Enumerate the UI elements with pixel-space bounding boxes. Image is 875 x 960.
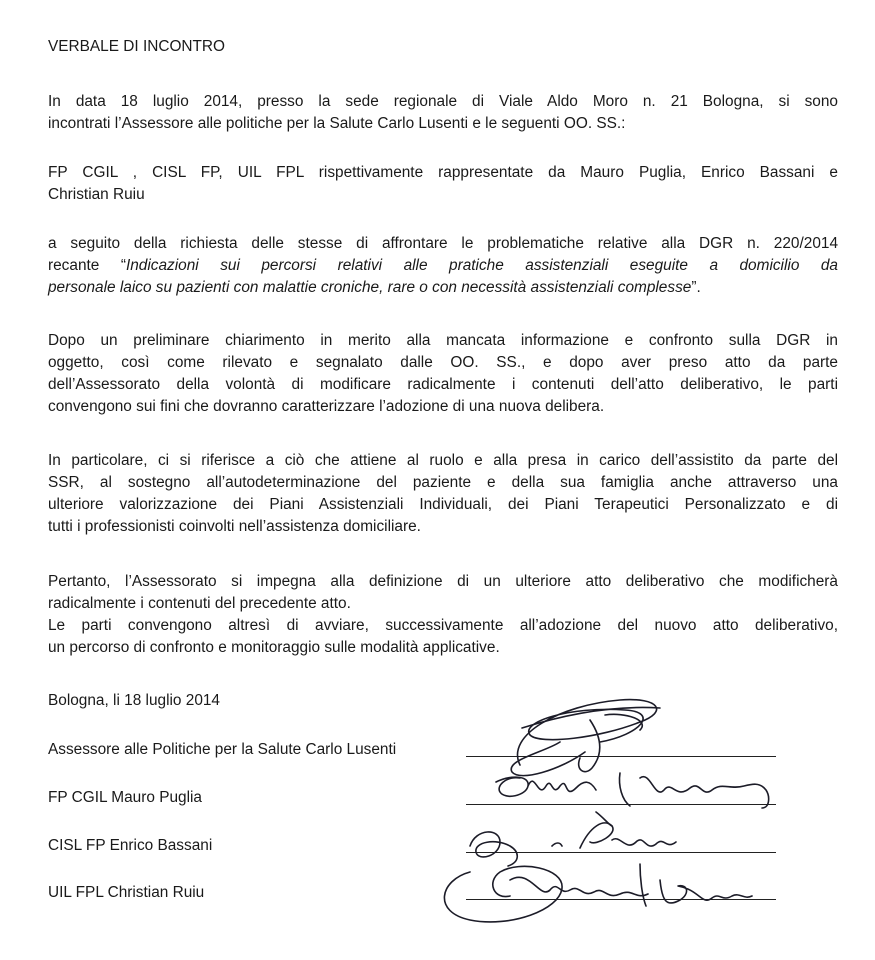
text-line: In data 18 luglio 2014, presso la sede regionale di Viale Aldo Moro n. 21 Bologna, si sono (48, 93, 838, 110)
paragraph-commitment (48, 571, 838, 659)
signature-ruiu (444, 864, 752, 922)
text-line: radicalmente i contenuti del precedente atto. (48, 595, 351, 612)
text-fragment: ”. (691, 279, 701, 296)
text-line: Le parti convengono altresì di avviare, successivamente all’adozione del nuovo atto deliberativo, (48, 617, 838, 634)
italic-quote: personale laico su pazienti con malattie croniche, rare o con necessità assistenziali complesse (48, 279, 692, 296)
signature-line (466, 756, 776, 757)
text-line: dell’Assessorato della volontà di modificare radicalmente i contenuti dell’atto deliberativo, le parti (48, 376, 838, 393)
text-line: convengono sui fini che dovranno caratterizzare l’adozione di una nuova delibera. (48, 398, 605, 415)
place-date: Bologna, li 18 luglio 2014 (48, 692, 220, 709)
text-line: FP CGIL , CISL FP, UIL FPL rispettivamente rappresentate da Mauro Puglia, Enrico Bassani e (48, 164, 838, 181)
signatory-cisl-fp: CISL FP Enrico Bassani (48, 837, 213, 854)
paragraph-unions (48, 162, 838, 206)
text-line: un percorso di confronto e monitoraggio sulle modalità applicative. (48, 639, 500, 656)
paragraph-meeting (48, 91, 838, 135)
signature-lusenti (511, 700, 660, 776)
text-line: Christian Ruiu (48, 186, 145, 203)
paragraph-particulars (48, 450, 838, 538)
text-line: Dopo un preliminare chiarimento in merito alla mancata informazione e confronto sulla DGR in (48, 332, 838, 349)
signature-puglia (496, 773, 769, 808)
signatory-assessore: Assessore alle Politiche per la Salute Carlo Lusenti (48, 741, 397, 758)
text-line (48, 255, 838, 277)
signature-line (466, 852, 776, 853)
document-title (48, 36, 838, 58)
signature-line (466, 899, 776, 900)
text-line: incontrati l’Assessore alle politiche per la Salute Carlo Lusenti e le seguenti OO. SS.: (48, 115, 626, 132)
text-line: SSR, al sostegno all’autodeterminazione del paziente e della sua famiglia anche attraverso una (48, 474, 838, 491)
text-line: a seguito della richiesta delle stesse di affrontare le problematiche relative alla DGR n. 220/2014 (48, 235, 838, 252)
signature-bassani (470, 812, 676, 866)
signatory-uil-fpl: UIL FPL Christian Ruiu (48, 884, 205, 901)
text-line: tutti i professionisti coinvolti nell’assistenza domiciliare. (48, 518, 421, 535)
signatory-fp-cgil: FP CGIL Mauro Puglia (48, 789, 202, 806)
text-fragment: recante “ (48, 257, 126, 274)
text-line: Pertanto, l’Assessorato si impegna alla definizione di un ulteriore atto deliberativo che modificherà (48, 573, 838, 590)
text-line: oggetto, così come rilevato e segnalato dalle OO. SS., e dopo aver preso atto da parte (48, 354, 838, 371)
title-text: VERBALE DI INCONTRO (48, 38, 226, 55)
italic-quote: Indicazioni sui percorsi relativi alle pratiche assistenziali eseguite a domicilio da (125, 257, 838, 274)
text-line: ulteriore valorizzazione dei Piani Assistenziali Individuali, dei Piani Terapeutici Personalizzato e di (48, 496, 838, 513)
signature-line (466, 804, 776, 805)
text-line: In particolare, ci si riferisce a ciò che attiene al ruolo e alla presa in carico dell’assistito da parte del (48, 452, 838, 469)
paragraph-clarification (48, 330, 838, 418)
text-line (48, 277, 838, 299)
paragraph-request (48, 233, 838, 299)
